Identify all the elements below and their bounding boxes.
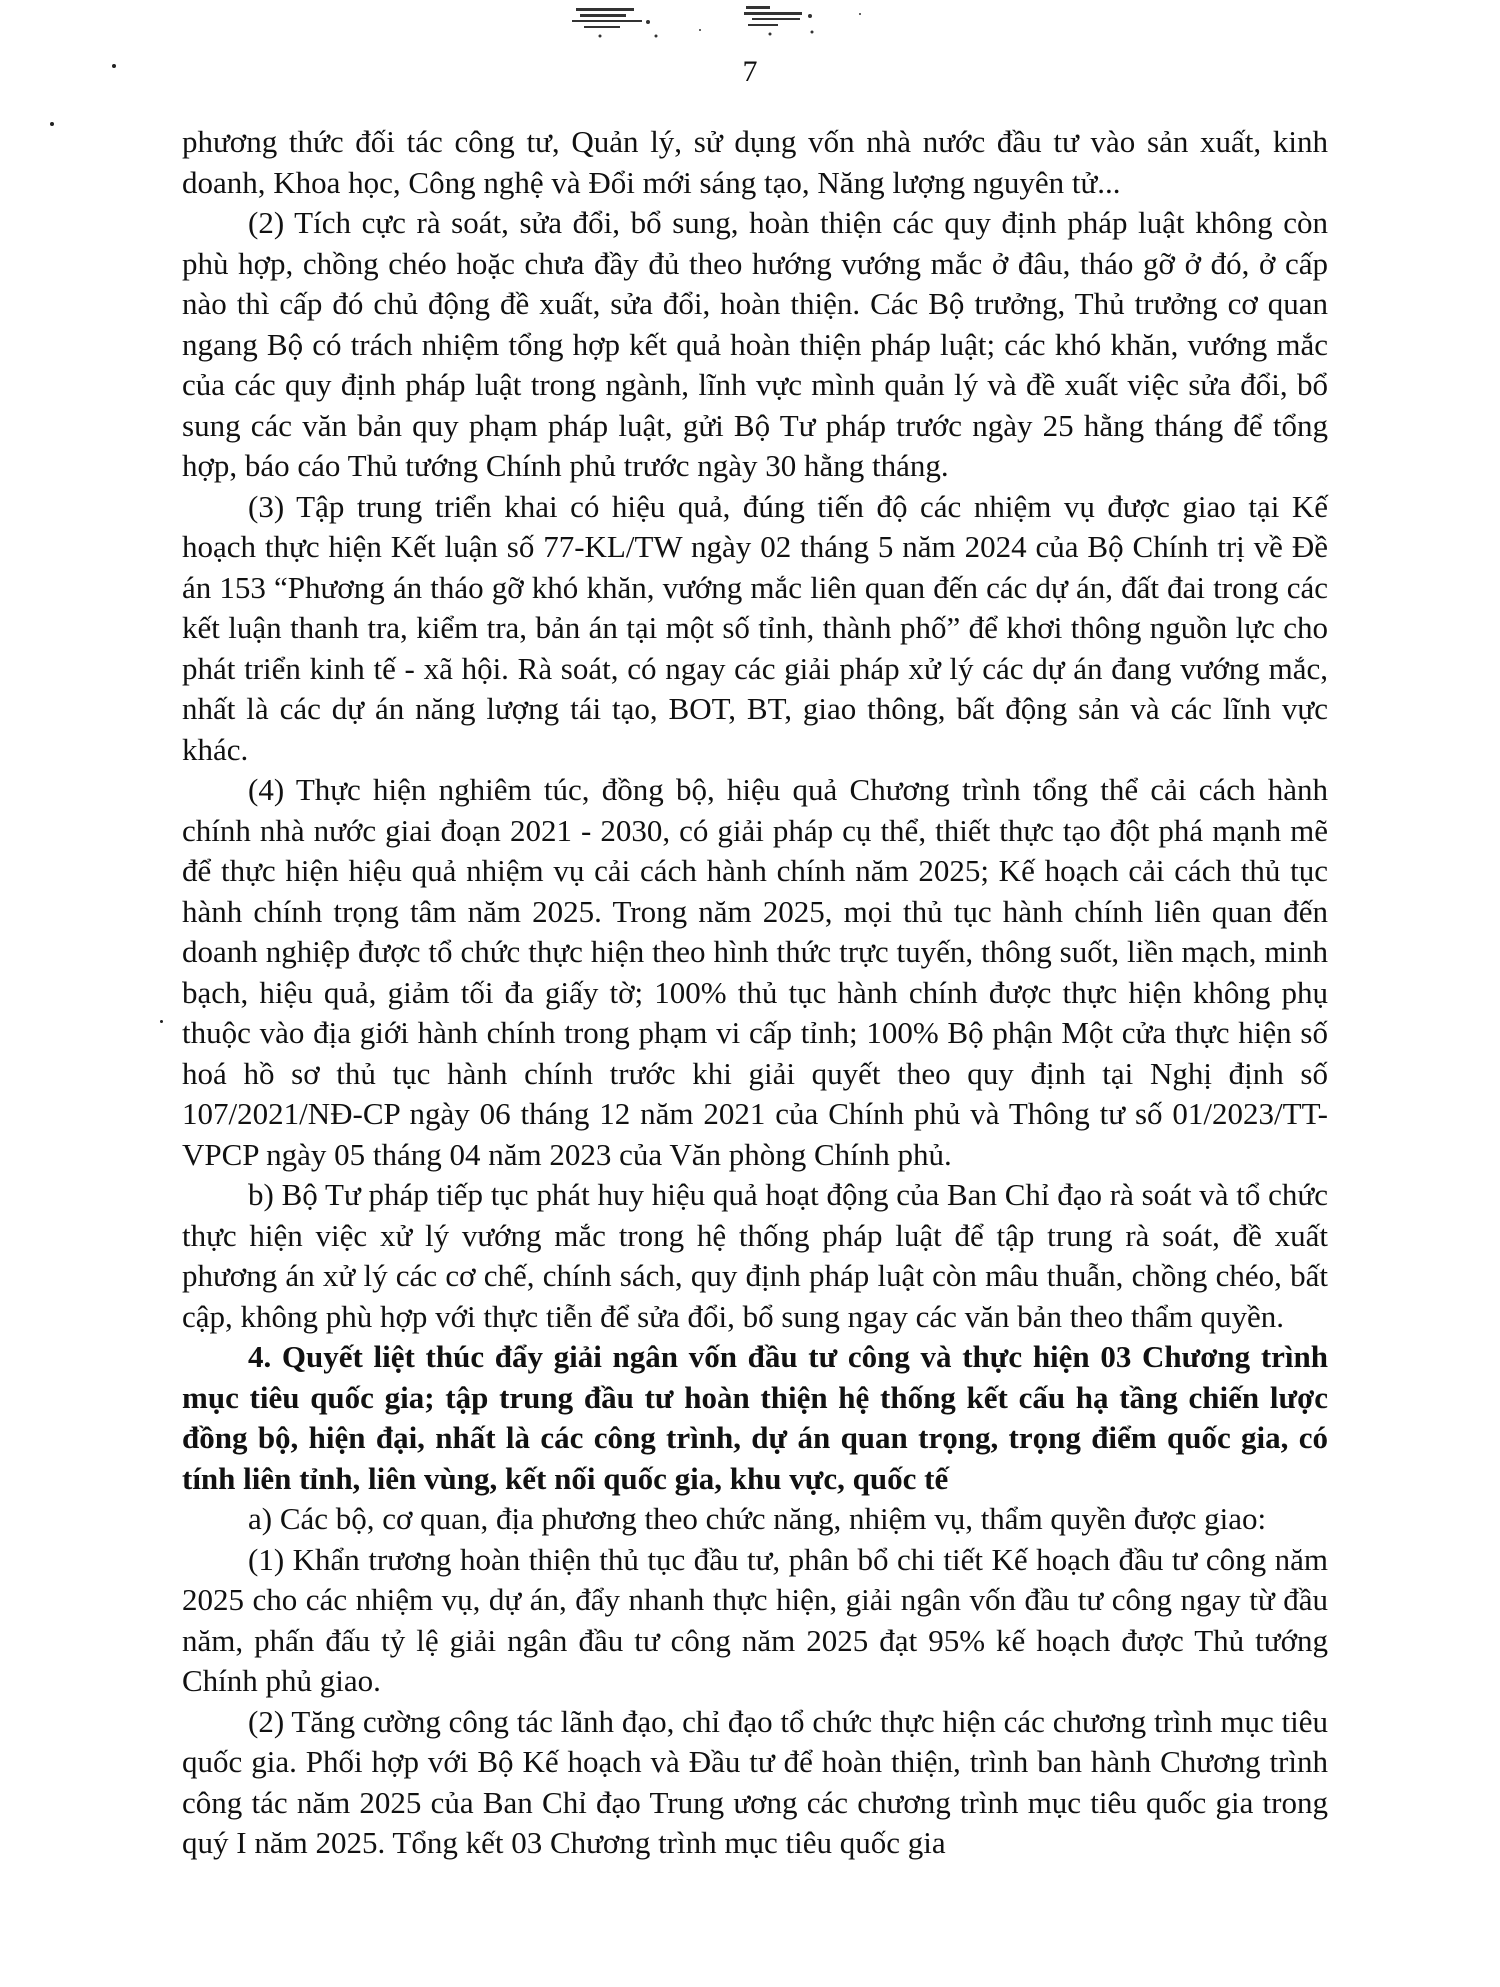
- paragraph-item-2-national-programs: (2) Tăng cường công tác lãnh đạo, chỉ đạo tổ chức thực hiện các chương trình mục tiêu quốc gia. Phối hợp với Bộ Kế hoạch và Đầu tư để hoàn thiện, trình ban hành Chương trình công tác năm 2025 của Ban Chỉ đạo Trung ương các chương trình mục tiêu quốc gia trong quý I năm 2025. Tổng kết 03 Chương trình mục tiêu quốc gia: [182, 1703, 1328, 1860]
- paragraph-item-b-ministry-of-justice: b) Bộ Tư pháp tiếp tục phát huy hiệu quả hoạt động của Ban Chỉ đạo rà soát và tổ chức thực hiện việc xử lý vướng mắc trong hệ thống pháp luật để tập trung rà soát, đề xuất phương án xử lý các cơ chế, chính sách, quy định pháp luật còn mâu thuẫn, chồng chéo, bất cập, không phù hợp với thực tiễn để sửa đổi, bổ sung ngay các văn bản theo thẩm quyền.: [182, 1177, 1328, 1334]
- scan-speck: [112, 64, 116, 68]
- paragraph-item-3-conclusion-77: (3) Tập trung triển khai có hiệu quả, đúng tiến độ các nhiệm vụ được giao tại Kế hoạch thực hiện Kết luận số 77-KL/TW ngày 02 tháng 5 năm 2024 của Bộ Chính trị về Đề án 153 “Phương án tháo gỡ khó khăn, vướng mắc liên quan đến các dự án, đất đai trong các kết luận thanh tra, kiểm tra, bản án tại một số tỉnh, thành phố” để khơi thông nguồn lực cho phát triển kinh tế - xã hội. Rà soát, có ngay các giải pháp xử lý các dự án đang vướng mắc, nhất là các dự án năng lượng tái tạo, BOT, BT, giao thông, bất động sản và các lĩnh vực khác.: [182, 488, 1328, 767]
- section-heading-4: 4. Quyết liệt thúc đẩy giải ngân vốn đầu tư công và thực hiện 03 Chương trình mục tiêu quốc gia; tập trung đầu tư hoàn thiện hệ thống kết cấu hạ tầng chiến lược đồng bộ, hiện đại, nhất là các công trình, dự án quan trọng, trọng điểm quốc gia, có tính liên tỉnh, liên vùng, kết nối quốc gia, khu vực, quốc tế: [182, 1339, 1328, 1496]
- paragraph-item-1-investment: (1) Khẩn trương hoàn thiện thủ tục đầu tư, phân bổ chi tiết Kế hoạch đầu tư công năm 2025 cho các nhiệm vụ, dự án, đẩy nhanh thực hiện, giải ngân vốn đầu tư công ngay từ đầu năm, phấn đấu tỷ lệ giải ngân đầu tư công năm 2025 đạt 95% kế hoạch được Thủ tướng Chính phủ giao.: [182, 1541, 1328, 1698]
- paragraph-item-4-admin-reform: (4) Thực hiện nghiêm túc, đồng bộ, hiệu quả Chương trình tổng thể cải cách hành chính nhà nước giai đoạn 2021 - 2030, có giải pháp cụ thể, thiết thực tạo đột phá mạnh mẽ để thực hiện hiệu quả nhiệm vụ cải cách hành chính năm 2025; Kế hoạch cải cách thủ tục hành chính trọng tâm năm 2025. Trong năm 2025, mọi thủ tục hành chính liên quan đến doanh nghiệp được tổ chức thực hiện theo hình thức trực tuyến, thông suốt, liền mạch, minh bạch, hiệu quả, giảm tối đa giấy tờ; 100% thủ tục hành chính được thực hiện không phụ thuộc vào địa giới hành chính trong phạm vi cấp tỉnh; 100% Bộ phận Một cửa thực hiện số hoá hồ sơ thủ tục hành chính trước khi giải quyết theo quy định tại Nghị định số 107/2021/NĐ-CP ngày 06 tháng 12 năm 2021 của Chính phủ và Thông tư số 01/2023/TT-VPCP ngày 05 tháng 04 năm 2023 của Văn phòng Chính phủ.: [182, 772, 1328, 1172]
- scan-speck: [160, 1020, 163, 1023]
- document-body: [182, 122, 1328, 1864]
- scan-speck: [50, 122, 54, 126]
- paragraph-item-a-agencies: a) Các bộ, cơ quan, địa phương theo chức năng, nhiệm vụ, thẩm quyền được giao:: [248, 1501, 1267, 1536]
- paragraph-continuation: phương thức đối tác công tư, Quản lý, sử dụng vốn nhà nước đầu tư vào sản xuất, kinh doanh, Khoa học, Công nghệ và Đổi mới sáng tạo, Năng lượng nguyên tử...: [182, 124, 1328, 200]
- paragraph-item-2-legal-review: (2) Tích cực rà soát, sửa đổi, bổ sung, hoàn thiện các quy định pháp luật không còn phù hợp, chồng chéo hoặc chưa đầy đủ theo hướng vướng mắc ở đâu, tháo gỡ ở đó, ở cấp nào thì cấp đó chủ động đề xuất, sửa đổi, hoàn thiện. Các Bộ trưởng, Thủ trưởng cơ quan ngang Bộ có trách nhiệm tổng hợp kết quả hoàn thiện pháp luật; các khó khăn, vướng mắc của các quy định pháp luật trong ngành, lĩnh vực mình quản lý và đề xuất việc sửa đổi, bổ sung các văn bản quy phạm pháp luật, gửi Bộ Tư pháp trước ngày 25 hằng tháng để tổng hợp, báo cáo Thủ tướng Chính phủ trước ngày 30 hằng tháng.: [182, 205, 1328, 483]
- page-number: 7: [742, 55, 758, 88]
